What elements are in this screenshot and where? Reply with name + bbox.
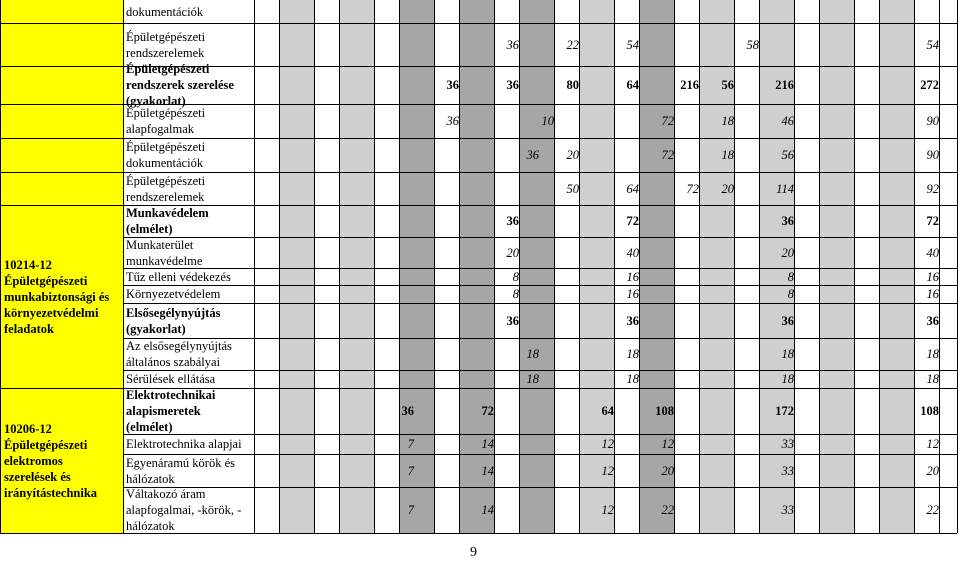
hours-value: 72: [626, 214, 639, 228]
subject-label-line: Környezetvédelem: [126, 287, 221, 301]
row-divider: [123, 303, 957, 304]
subject-label-line: Épületgépészeti: [126, 106, 206, 120]
hours-value: 56: [721, 78, 734, 92]
hours-value: 90: [926, 148, 939, 162]
column-divider: [614, 0, 615, 533]
subject-label-line: (elmélet): [126, 420, 173, 434]
hours-value: 36: [446, 114, 459, 128]
row-divider: [0, 388, 957, 389]
module-title-line: feladatok: [4, 321, 54, 336]
hours-value: 36: [781, 214, 794, 228]
hours-value: 12: [601, 503, 614, 517]
column-divider: [854, 0, 855, 533]
subject-label: [123, 104, 254, 138]
subject-label-line: dokumentációk: [126, 4, 204, 19]
column-divider: [279, 0, 280, 533]
hours-value: 20: [661, 463, 674, 478]
column-divider: [0, 0, 1, 533]
hours-value: 16: [626, 287, 639, 301]
hours-value: 8: [787, 269, 794, 284]
column-divider: [734, 0, 735, 533]
row-divider: [123, 237, 957, 238]
hours-value: 33: [781, 503, 794, 517]
module-title-line: irányítástechnika: [4, 485, 98, 500]
hours-value: 40: [926, 245, 939, 260]
row-divider: [0, 104, 957, 105]
hours-value: 36: [781, 313, 794, 328]
subject-label-line: rendszerelemek: [126, 189, 205, 204]
hours-value: 8: [787, 287, 794, 301]
hours-value: 33: [781, 463, 794, 478]
column-divider: [494, 0, 495, 533]
row-divider: [0, 205, 957, 206]
page-number: 9: [470, 545, 477, 560]
module-title-line: 10206-12: [4, 421, 52, 436]
row-divider: [123, 285, 957, 286]
column-divider: [339, 0, 340, 533]
column-divider: [699, 0, 700, 533]
hours-value: 36: [506, 78, 519, 92]
hours-value: 14: [481, 503, 494, 517]
subject-label: [123, 62, 254, 108]
subject-label-line: rendszerelemek: [126, 45, 205, 60]
hours-value: 50: [566, 181, 579, 196]
hours-value: 172: [775, 404, 794, 418]
hours-value: 14: [481, 437, 494, 451]
row-divider: [0, 138, 957, 139]
column-divider: [254, 0, 255, 533]
row-divider: [123, 268, 957, 269]
hours-value: 90: [926, 114, 939, 128]
subject-label-line: Elektrotechnika alapjai: [126, 437, 242, 451]
subject-label: [123, 0, 254, 23]
hours-value: 64: [601, 404, 614, 418]
hours-value: 58: [746, 37, 759, 52]
subject-label: [123, 388, 254, 434]
hours-value: 18: [926, 347, 939, 361]
column-divider: [519, 0, 520, 533]
hours-value: 20: [926, 463, 939, 478]
module-title-line: Épületgépészeti: [4, 273, 88, 288]
hours-value: 7: [407, 437, 414, 451]
subject-label: [123, 23, 254, 66]
subject-label-line: dokumentációk: [126, 156, 204, 170]
hours-value: 40: [626, 245, 639, 260]
column-divider: [794, 0, 795, 533]
hours-value: 72: [481, 404, 494, 418]
subject-label: [123, 138, 254, 172]
hours-value: 18: [721, 114, 734, 128]
hours-value: 72: [926, 214, 939, 228]
row-divider: [123, 487, 957, 488]
subject-label-line: hálózatok: [126, 519, 175, 533]
subject-label-line: Elsősegélynyújtás: [126, 305, 221, 320]
subject-label-line: Épületgépészeti: [126, 62, 210, 76]
subject-label-line: Váltakozó áram: [126, 487, 206, 501]
row-divider: [0, 23, 957, 24]
hours-value: 12: [661, 437, 674, 451]
subject-label: [123, 172, 254, 205]
column-divider: [879, 0, 880, 533]
subject-label-line: Épületgépészeti: [126, 29, 206, 44]
subject-label-line: rendszerek szerelése: [126, 78, 234, 92]
hours-value: 22: [661, 503, 674, 517]
module-title-line: szerelések és: [4, 469, 71, 484]
hours-value: 8: [512, 269, 519, 284]
hours-value: 216: [775, 78, 794, 92]
hours-value: 20: [721, 181, 734, 196]
subject-label-line: Az elsősegélynyújtás: [126, 339, 232, 353]
hours-value: 18: [526, 372, 539, 386]
column-divider: [554, 0, 555, 533]
hours-value: 22: [566, 37, 579, 52]
hours-value: 8: [512, 287, 519, 301]
subject-label: [123, 454, 254, 487]
hours-value: 80: [566, 78, 579, 92]
hours-value: 216: [680, 78, 699, 92]
hours-value: 36: [446, 78, 459, 92]
hours-value: 114: [776, 181, 794, 196]
subject-label-line: (gyakorlat): [126, 321, 186, 336]
hours-value: 64: [626, 181, 639, 196]
row-divider: [0, 533, 957, 534]
hours-value: 36: [506, 214, 519, 228]
hours-value: 20: [781, 245, 794, 260]
module-title-line: 10214-12: [4, 257, 52, 272]
hours-value: 272: [920, 78, 939, 92]
hours-value: 18: [721, 148, 734, 162]
hours-value: 108: [655, 404, 674, 418]
subject-label-line: Tűz elleni védekezés: [126, 269, 231, 284]
column-divider: [819, 0, 820, 533]
hours-value: 72: [661, 114, 674, 128]
subject-label-line: alapismeretek: [126, 404, 201, 418]
column-divider: [399, 0, 400, 533]
module-title-line: munkabiztonsági és: [4, 289, 110, 304]
subject-label: [123, 434, 254, 454]
row-divider: [123, 454, 957, 455]
subject-label: [123, 370, 254, 388]
hours-value: 18: [526, 347, 539, 361]
subject-label-line: alapfogalmai, -körök, -: [126, 503, 242, 517]
subject-label: [123, 268, 254, 285]
subject-label-line: Egyenáramú körök és: [126, 455, 235, 470]
subject-label: [123, 237, 254, 268]
column-divider: [314, 0, 315, 533]
row-divider: [123, 338, 957, 339]
hours-value: 36: [401, 404, 414, 418]
column-divider: [957, 0, 958, 533]
subject-label: [123, 303, 254, 338]
subject-label-line: alapfogalmak: [126, 122, 195, 136]
subject-label-line: hálózatok: [126, 471, 175, 486]
hours-value: 16: [926, 287, 939, 301]
hours-value: 16: [626, 269, 639, 284]
hours-value: 12: [601, 437, 614, 451]
hours-value: 7: [407, 503, 414, 517]
row-divider: [0, 172, 957, 173]
hours-value: 33: [781, 437, 794, 451]
module-title: [0, 388, 123, 533]
hours-value: 36: [926, 313, 939, 328]
hours-value: 36: [506, 37, 519, 52]
row-divider: [123, 434, 957, 435]
hours-value: 64: [626, 78, 639, 92]
subject-label-line: Munkavédelem: [126, 206, 209, 220]
hours-value: 20: [566, 148, 579, 162]
subject-label-line: Elektrotechnikai: [126, 388, 216, 402]
hours-value: 36: [626, 313, 639, 328]
hours-value: 72: [686, 181, 699, 196]
hours-value: 16: [926, 269, 939, 284]
row-divider: [123, 370, 957, 371]
subject-label: [123, 205, 254, 237]
column-divider: [579, 0, 580, 533]
column-divider: [374, 0, 375, 533]
hours-value: 18: [926, 372, 939, 386]
module-title-line: elektromos: [4, 453, 63, 468]
subject-label-line: általános szabályai: [126, 355, 221, 369]
module-bg: [0, 0, 123, 205]
subject-label-line: (gyakorlat): [126, 94, 186, 108]
column-divider: [434, 0, 435, 533]
hours-value: 12: [601, 463, 614, 478]
hours-value: 54: [926, 37, 939, 52]
subject-label-line: (elmélet): [126, 222, 173, 236]
column-divider: [914, 0, 915, 533]
hours-value: 18: [626, 372, 639, 386]
subject-label-line: Épületgépészeti: [126, 173, 206, 188]
subject-label-line: Munkaterület: [126, 237, 194, 252]
column-divider: [459, 0, 460, 533]
hours-value: 36: [506, 313, 519, 328]
module-title-line: Épületgépészeti: [4, 437, 88, 452]
column-divider: [759, 0, 760, 533]
hours-value: 14: [481, 463, 494, 478]
subject-label: [123, 487, 254, 533]
hours-value: 72: [661, 148, 674, 162]
hours-value: 92: [926, 181, 939, 196]
subject-label: [123, 338, 254, 370]
column-divider: [123, 0, 124, 533]
module-title: [0, 205, 123, 388]
subject-label-line: Sérülések ellátása: [126, 372, 216, 386]
hours-value: 108: [920, 404, 939, 418]
hours-value: 18: [781, 372, 794, 386]
hours-value: 46: [781, 114, 794, 128]
row-divider: [0, 66, 957, 67]
hours-value: 12: [926, 437, 939, 451]
hours-value: 20: [506, 245, 519, 260]
subject-label-line: munkavédelme: [126, 253, 203, 268]
hours-value: 18: [781, 347, 794, 361]
column-divider: [639, 0, 640, 533]
hours-value: 56: [781, 148, 794, 162]
hours-value: 22: [926, 503, 939, 517]
subject-label: [123, 285, 254, 303]
column-divider: [939, 0, 940, 533]
hours-value: 36: [526, 148, 539, 162]
hours-value: 54: [626, 37, 639, 52]
hours-value: 7: [407, 463, 414, 478]
hours-value: 18: [626, 347, 639, 361]
column-divider: [674, 0, 675, 533]
module-title-line: környezetvédelmi: [4, 305, 99, 320]
hours-value: 10: [541, 114, 554, 128]
subject-label-line: Épületgépészeti: [126, 140, 206, 154]
